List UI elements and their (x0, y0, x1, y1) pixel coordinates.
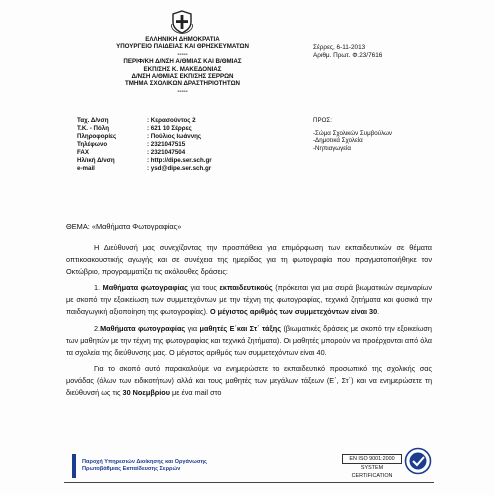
contact-value: : http://dipe.ser.sch.gr (147, 157, 212, 164)
body-text: για (185, 323, 200, 333)
footer-service-label (72, 453, 242, 479)
footer-service-line: Παροχή Υπηρεσιών Διοίκησης και Οργάνωσης (82, 459, 207, 465)
bold-text: 30 Νοεμβρίου (122, 388, 171, 398)
document-date: Σέρρες, 6-11-2013 (313, 44, 366, 51)
bold-text: Ο μέγιστος αριθμός των συμμετεχόντων είναι 30 (209, 307, 378, 317)
header-line: ΕΛΛΗΝΙΚΗ ΔΗΜΟΚΡΑΤΙΑ (145, 36, 220, 43)
contact-value: : 2321047515 (147, 141, 186, 148)
body-text: . (377, 307, 380, 317)
contact-details (77, 117, 267, 173)
contact-row (77, 125, 267, 133)
header-line: ----- (177, 87, 188, 95)
header-line: ΕΚΠ/ΣΗΣ Κ. ΜΑΚΕΔΟΝΙΑΣ (143, 65, 222, 73)
recipients-block (313, 117, 392, 152)
footer-accent-bar (72, 454, 76, 478)
body-text: με ένα mail στο (170, 388, 222, 398)
bold-text: μαθητές Ε΄και Στ΄ τάξης (199, 323, 282, 333)
item-number: 1. (94, 283, 103, 293)
contact-row (77, 149, 267, 157)
recipient-item: -Σώμα Σχολικών Συμβούλων (313, 129, 393, 137)
contact-row (77, 117, 267, 125)
header-line: ΠΕΡΙΦ/ΚΗ Δ/ΝΣΗ Α/ΘΜΙΑΣ ΚΑΙ Β/ΘΜΙΑΣ (123, 58, 242, 66)
contact-value: : Πούλιος Ιωάννης (147, 133, 202, 140)
contact-key: FAX (77, 149, 90, 156)
header-line: ΥΠΟΥΡΓΕΙΟ ΠΑΙΔΕΙΑΣ ΚΑΙ ΘΡΗΣΚΕΥΜΑΤΩΝ (116, 43, 249, 51)
contact-value: : Κερασούντος 2 (147, 117, 196, 124)
footer-divider (64, 482, 434, 483)
contact-row (77, 141, 267, 149)
contact-key: Πληροφορίες (77, 133, 117, 140)
contact-row (77, 133, 267, 141)
footer-service-line: Πρωτοβάθμιας Εκπαίδευσης Σερρών (82, 466, 181, 472)
iso-standard: EN ISO 9001:2000 (342, 454, 402, 464)
contact-key: e-mail (77, 165, 95, 172)
bold-text: Μαθήματα φωτογραφίας (102, 283, 188, 293)
contact-value: : ysd@dipe.ser.sch.gr (147, 165, 212, 172)
recipients-title: ΠΡΟΣ: (313, 117, 332, 124)
certification-seal-icon (404, 447, 432, 475)
contact-value: : 621 10 Σέρρες (147, 125, 192, 132)
greek-emblem-icon (171, 10, 193, 34)
body-text: Για το σκοπό αυτό παρακαλούμε να ενημερώσετε το εκπαιδευτικό προσωπικό της σχολικής σας μονάδας (όλων των ειδικοτήτων) αλλά και τους μαθητές των μεγάλων τάξεων (Ε΄, Στ΄) και να ενημερώσετε τη διεύθυνσή ως τις (66, 363, 432, 398)
body-text: (βιωματικές δράσεις με σκοπό την εξοικείωση των μαθητών με την τέχνη της φωτογραφίας και τεχνικά ζητήματα). Οι μαθητές μπορούν να προέρχονται από όλα τα σχολεία της διεύθυνσης μας. Ο μέγιστος αριθμός των συμμετεχόντων είναι 40. (66, 323, 432, 357)
contact-key: Ταχ. Δ/νση (77, 117, 109, 124)
letter-body (66, 242, 432, 403)
contact-row (77, 157, 267, 165)
contact-key: Ηλ/ική Δ/νση (77, 157, 115, 164)
recipient-item: -Δημοτικά Σχολεία (313, 137, 363, 145)
subject-line: ΘΕΜΑ: «Μαθήματα Φωτογραφίας» (66, 222, 182, 231)
recipient-item: -Νηπιαγωγεία (313, 144, 351, 152)
protocol-number: Αριθμ. Πρωτ. Φ.23/7616 (313, 52, 383, 59)
contact-row (77, 165, 267, 173)
item-number: 2. (94, 323, 101, 333)
intro-paragraph: Η Διεύθυνσή μας συνεχίζοντας την προσπάθεια για επιμόρφωση των εκπαιδευτικών σε θέματα οπτικοακουστικής αγωγής και σε συνέχεια της ημερίδας για τη φωτογραφία που πραγματοποιήθηκε τον Οκτώβριο, προγραμματίζει τις ακόλουθες δράσεις: (66, 243, 432, 277)
request-paragraph (66, 363, 432, 399)
header-line: ΤΜΗΜΑ ΣΧΟΛΙΚΩΝ ΔΡΑΣΤΗΡΙΟΤΗΤΩΝ (124, 80, 240, 88)
contact-key: Τ.Κ. - Πόλη (77, 125, 109, 132)
body-text: για τους (187, 283, 220, 293)
iso-caption: SYSTEM CERTIFICATION (351, 465, 393, 479)
issuing-authority-header (60, 36, 305, 95)
students-action-paragraph (66, 323, 432, 359)
contact-value: : 2321047504 (147, 149, 186, 156)
bold-text: Μαθήματα φωτογραφίας (100, 323, 186, 333)
date-block (313, 44, 382, 60)
header-line: ----- (177, 50, 188, 58)
bold-text: εκπαιδευτικούς (219, 283, 273, 293)
contact-key: Τηλέφωνο (77, 141, 108, 148)
body-text: (πρόκειται για μια σειρά βιωματικών σεμιναρίων με σκοπό την εξοικείωση των συμμετεχόντων με την τέχνη της φωτογραφίας, τεχνικά ζητήματα και φυσικά την παιδαγωγική αξιοποίηση της φωτογραφίας). (66, 283, 433, 317)
teachers-action-paragraph (66, 282, 432, 318)
iso-certification-text (342, 454, 402, 480)
header-line: Δ/ΝΣΗ Α/ΘΜΙΑΣ ΕΚΠ/ΣΗΣ ΣΕΡΡΩΝ (131, 73, 234, 81)
